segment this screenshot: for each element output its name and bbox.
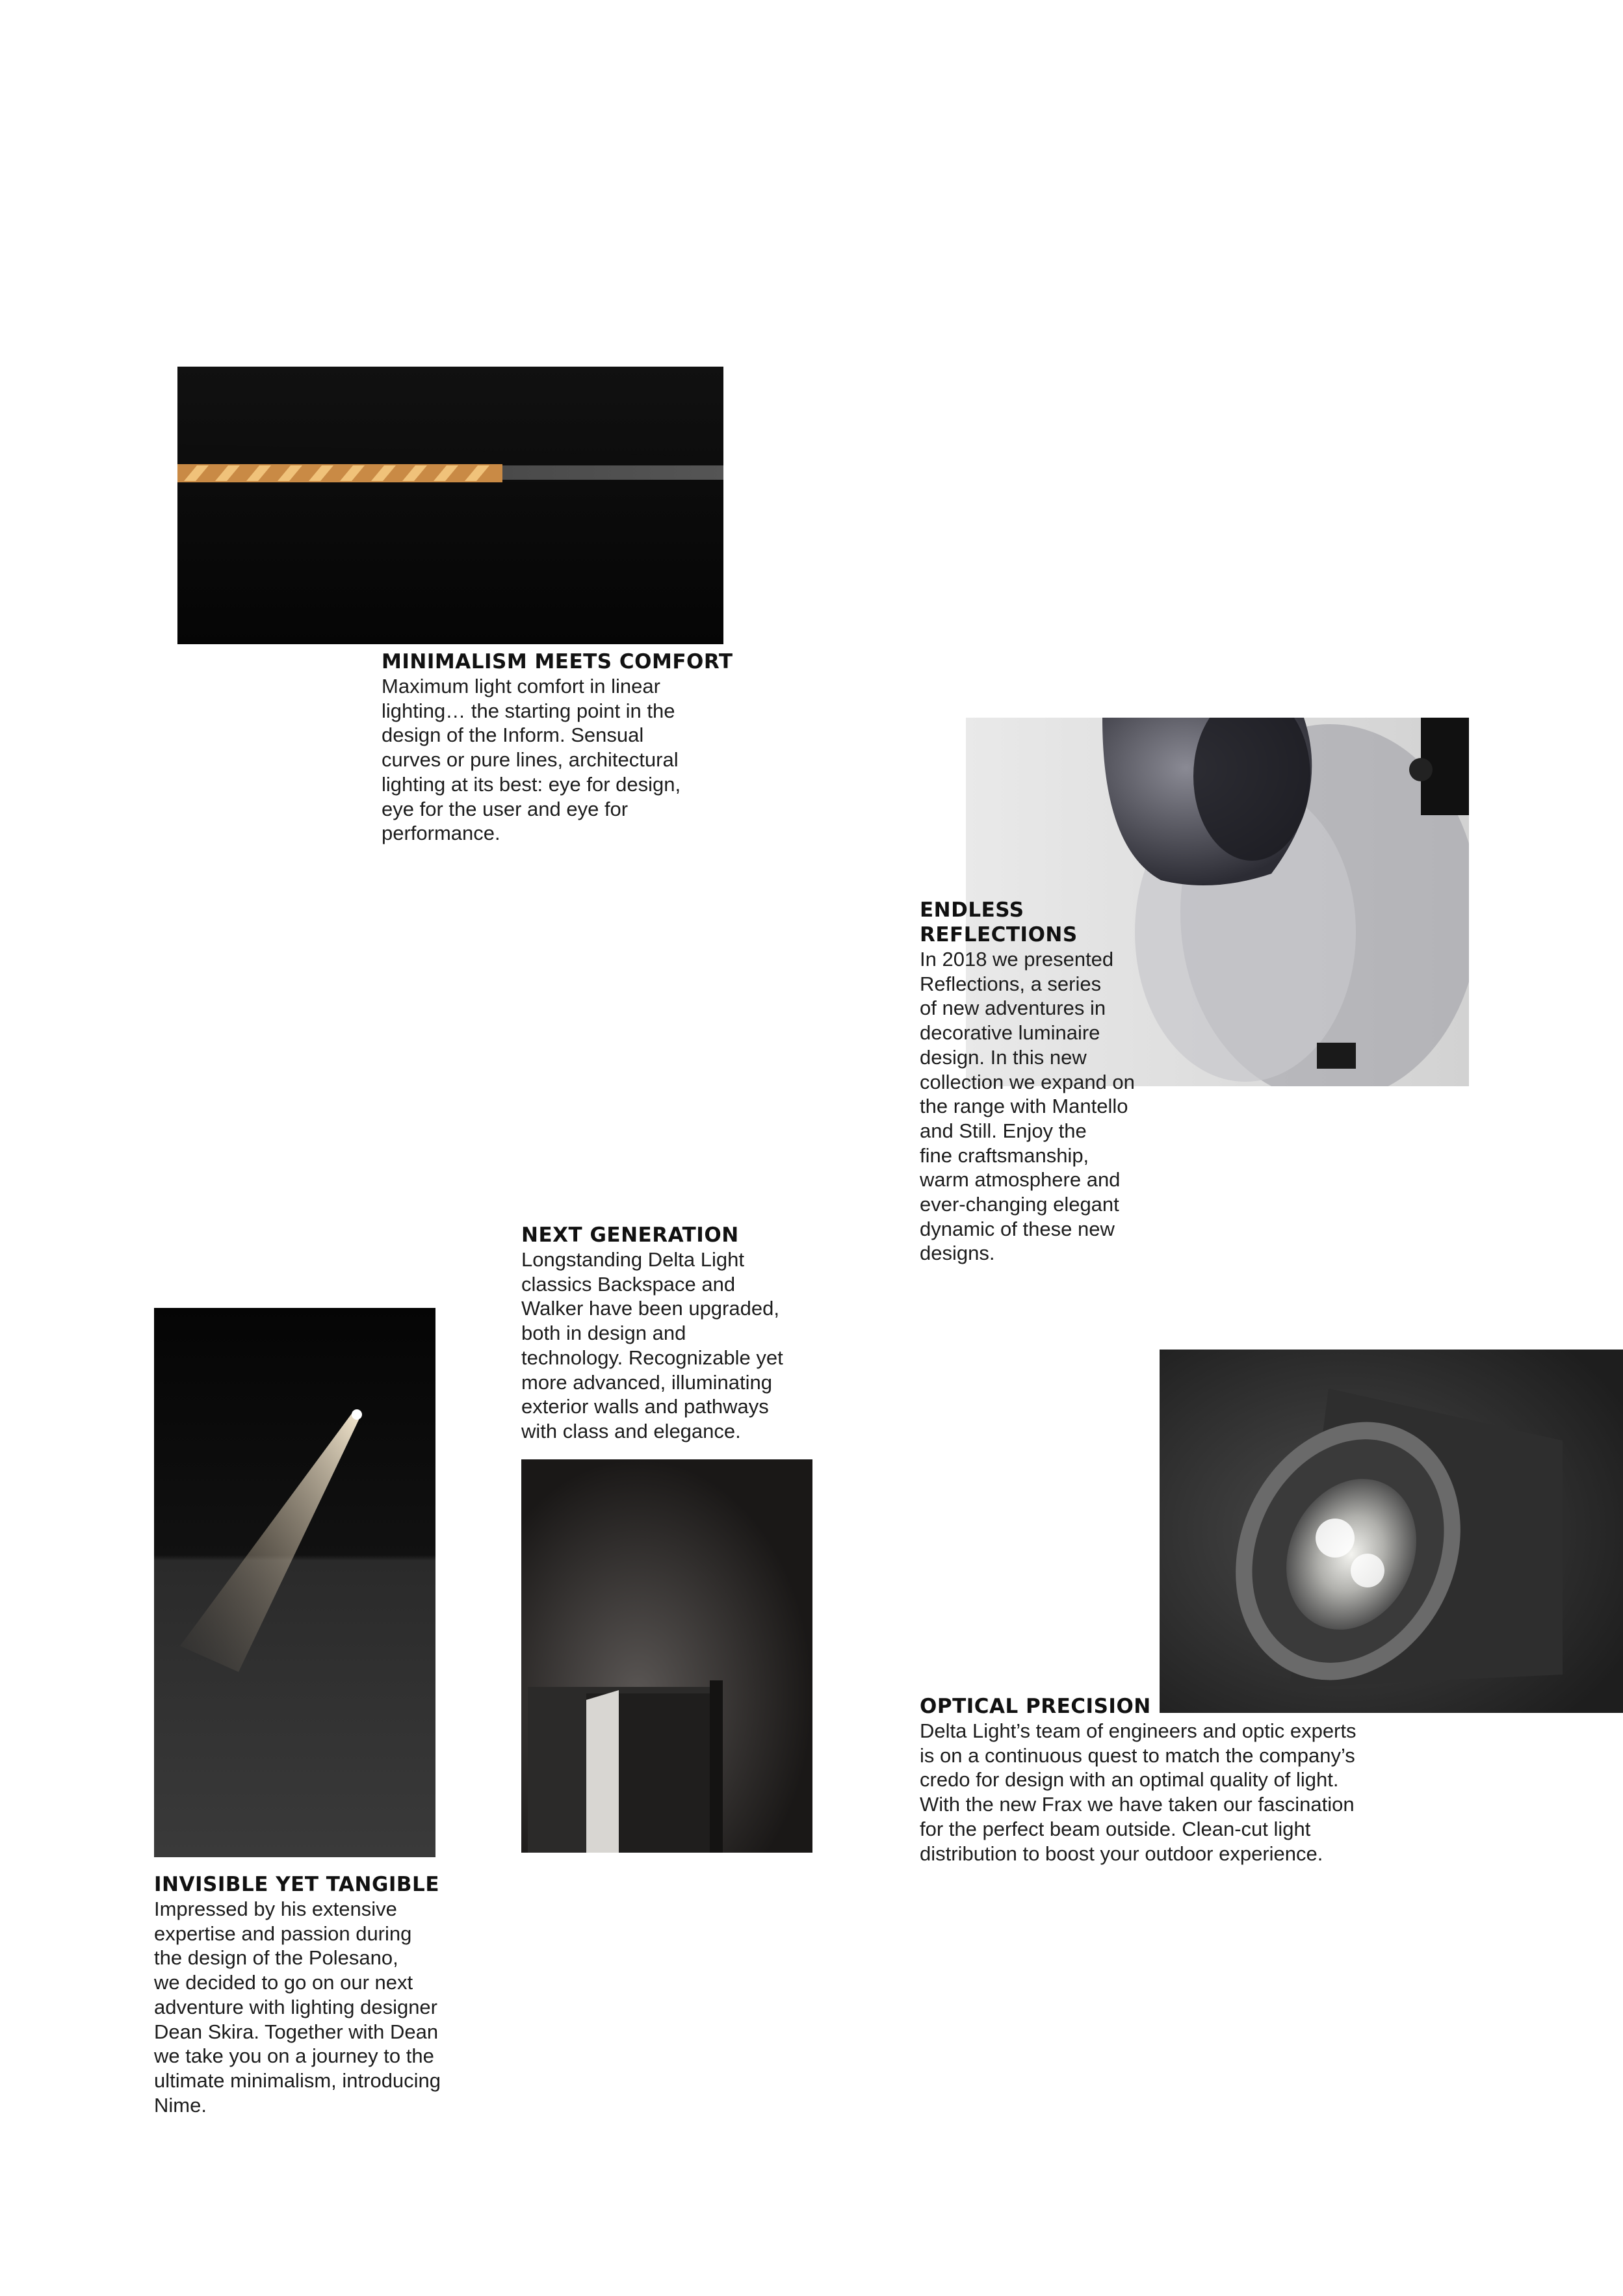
article-heading: MINIMALISM MEETS COMFORT	[382, 650, 733, 673]
article-heading: OPTICAL PRECISION	[920, 1695, 1151, 1718]
article-reflections	[920, 898, 1193, 1266]
article-body: Impressed by his extensive expertise and passion during the design of the Polesano, we decided to go on our next adventure with lighting designer Dean Skira. Together with Dean we take you on a journey to the ultimate minimalism, introducing Nime.	[154, 1898, 441, 2117]
article-heading: INVISIBLE YET TANGIBLE	[154, 1873, 439, 1896]
article-body: Maximum light comfort in linear lighting… the starting point in the design of the Inform. Sensual curves or pure lines, architectural lighting at its best: eye for design, eye for the user and eye for performance.	[382, 675, 681, 845]
article-next-generation	[521, 1223, 820, 1444]
article-optical-precision	[920, 1694, 1427, 1866]
frax-spotlight-photo	[1160, 1350, 1623, 1713]
inform-linear-light-photo	[177, 367, 723, 644]
nime-light-beam-photo	[154, 1308, 435, 1857]
article-heading: ENDLESS REFLECTIONS	[920, 898, 1078, 946]
article-body: Delta Light’s team of engineers and optic experts is on a continuous quest to match the company’s credo for design with an optimal quality of light. With the new Frax we have taken our fascination for the perfect beam outside. Clean-cut light distribution to boost your outdoor experience.	[920, 1719, 1357, 1865]
article-minimalism	[382, 649, 746, 846]
article-body: Longstanding Delta Light classics Backspace and Walker have been upgraded, both in design and technology. Recognizable yet more advanced, illuminating exterior walls and pathways with class and elegance.	[521, 1248, 783, 1442]
backspace-wall-light-photo	[521, 1459, 812, 1853]
article-body: In 2018 we presented Reflections, a series of new adventures in decorative luminaire design. In this new collection we expand on the range with Mantello and Still. Enjoy the fine craftsmanship, warm atmosphere and ever-changing elegant dynamic of these new designs.	[920, 948, 1135, 1265]
article-heading: NEXT GENERATION	[521, 1223, 739, 1247]
article-invisible-yet-tangible	[154, 1872, 492, 2117]
